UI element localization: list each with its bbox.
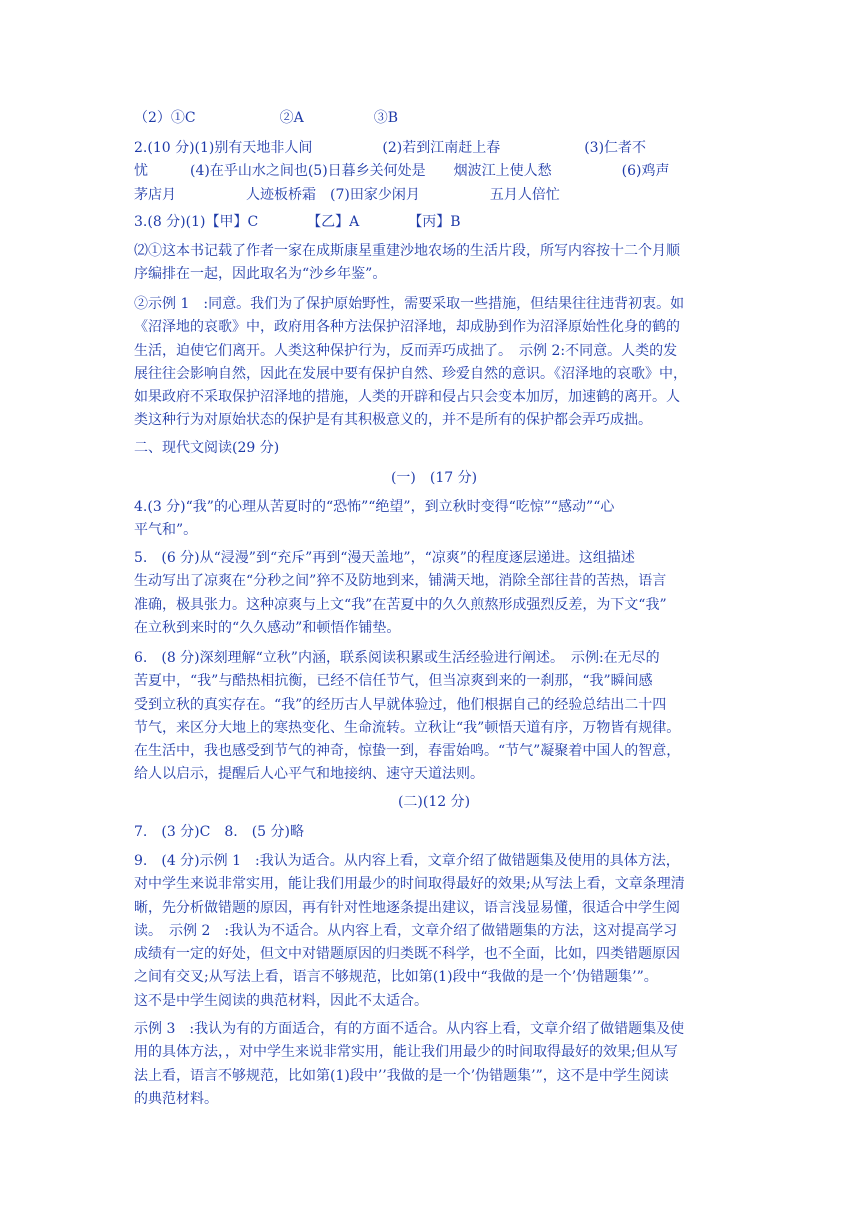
text-line: 苦夏中，“我”与酷热相抗衡，已经不信任节气，但当凉爽到来的一刹那，“我”瞬间感 <box>134 673 653 690</box>
text-line: 7. (3 分)C 8. (5 分)略 <box>134 824 304 840</box>
text-line: 的典范材料。 <box>134 1090 218 1107</box>
text-line: 如果政府不采取保护沼泽地的措施，人类的开辟和侵占只会变本加厉，加速鹤的离开。人 <box>134 389 680 406</box>
text-line: (二)(12 分) <box>397 794 471 810</box>
text-line: 成绩有一定的好处，但文中对错题原因的归类既不科学，也不全面，比如，四类错题原因 <box>134 946 680 963</box>
text-line: 给人以启示，提醒后人心平气和地接纳、速守天道法则。 <box>134 766 484 783</box>
text-line: 晰，先分析做错题的原因，再有针对性地逐条提出建议，语言浅显易懂，很适合中学生阅 <box>134 899 680 916</box>
text-line: 示例 3 :我认为有的方面适合，有的方面不适合。从内容上看，文章介绍了做错题集及使 <box>134 1021 685 1037</box>
q3-2-1-answer <box>134 240 734 287</box>
q7-8-answer <box>134 821 734 844</box>
text-line: 二、现代文阅读(29 分) <box>134 440 280 456</box>
q5-answer <box>134 547 734 640</box>
text-line: 对中学生来说非常实用，能让我们用最少的时间取得最好的效果;从写法上看，文章条理清 <box>134 876 685 893</box>
text-line: 3.(8 分)(1)【甲】C 【乙】A 【丙】B <box>134 214 461 230</box>
text-line: 法上看，语言不够规范，比如第(1)段中’’我做的是一个’伪错题集’”，这不是中学生阅读 <box>134 1067 669 1084</box>
text-line: 在立秋到来时的“久久感动”和顿悟作铺垫。 <box>134 619 401 636</box>
text-line: ⑵①这本书记载了作者一家在成斯康星重建沙地农场的生活片段，所写内容按十二个月顺 <box>134 243 680 259</box>
text-line: 序编排在一起，因此取名为“沙乡年鉴”。 <box>134 266 387 283</box>
text-line: ②示例 1 :同意。我们为了保护原始野性，需要采取一些措施，但结果往往违背初衷。如 <box>134 296 685 312</box>
subsection-heading <box>134 467 734 490</box>
q1-2-answer <box>134 107 734 130</box>
subsection-heading <box>134 791 734 814</box>
text-line: 读。 示例 2 :我认为不适合。从内容上看，文章介绍了做错题集的方法，这对提高学习 <box>134 922 678 939</box>
text-line: 忧 (4)在乎山水之间也(5)日暮乡关何处是 烟波江上使人愁 (6)鸡声 <box>134 163 670 180</box>
text-line: （2）①C ②A ③B <box>134 110 399 126</box>
text-line: 在生活中，我也感受到节气的神奇，惊蛰一到，春雷始鸣。“节气”凝聚着中国人的智意， <box>134 743 681 760</box>
text-line: (一) (17 分) <box>390 470 478 486</box>
text-line: 《沼泽地的哀歌》中，政府用各种方法保护沼泽地，却成胁到作为沼泽原始性化身的鹤的 <box>134 319 680 336</box>
text-line: 茅店月 人迹板桥霜 (7)田家少闲月 五月人倍忙 <box>134 186 560 203</box>
text-line: 准确，极具张力。这种凉爽与上文“我”在苦夏中的久久煎熬形成强烈反差，为下文“我” <box>134 596 667 613</box>
text-line: 2.(10 分)(1)别有天地非人间 (2)若到江南赶上春 (3)仁者不 <box>134 140 647 156</box>
text-line: 类这种行为对原始状态的保护是有其积极意义的，并不是所有的保护都会弄巧成拙。 <box>134 412 652 429</box>
text-line: 平气和”。 <box>134 522 198 539</box>
text-line: 生动写出了凉爽在“分秒之间”猝不及防地到来，铺满天地，消除全部往昔的苦热，语言 <box>134 573 667 590</box>
text-line: 这不是中学生阅读的典范材料，因此不太适合。 <box>134 992 428 1009</box>
text-line: 9. (4 分)示例 1 :我认为适合。从内容上看，文章介绍了做错题集及使用的具体方法， <box>134 853 680 869</box>
text-line: 4.(3 分)“我”的心理从苦夏时的“恐怖”“绝望”，到立秋时变得“吃惊”“感动”“心 <box>134 499 615 515</box>
text-line: 之间有交叉;从写法上看，语言不够规范，比如第(1)段中“我做的是一个’伪错题集’”。 <box>134 969 658 986</box>
text-line: 5. (6 分)从“浸漫”到“充斥”再到“漫天盖地”，“凉爽”的程度逐层递进。这组描述 <box>134 550 635 566</box>
q3-1-answer <box>134 211 734 234</box>
text-line: 节气，来区分大地上的寒热变化、生命流转。立秋让“我”顿悟天道有序，万物皆有规律。 <box>134 719 681 736</box>
q9-answer <box>134 850 734 1013</box>
text-line: 展往往会影响自然，因此在发展中要有保护自然、珍爱自然的意识。《沼泽地的哀歌》中， <box>134 365 687 382</box>
text-line: 生活，迫使它们离开。人类这种保护行为，反而弄巧成拙了。 示例 2:不同意。人类的发 <box>134 342 678 359</box>
section-heading <box>134 437 734 460</box>
q2-answer <box>134 137 734 207</box>
q9-example3 <box>134 1018 734 1111</box>
text-line: 用的具体方法，，对中学生来说非常实用，能让我们用最少的时间取得最好的效果;但从写 <box>134 1044 678 1061</box>
q6-answer <box>134 647 734 787</box>
q4-answer <box>134 496 734 543</box>
q3-2-2-answer <box>134 293 734 433</box>
text-line: 受到立秋的真实存在。“我”的经历古人早就体验过，他们根据自己的经验总结出二十四 <box>134 696 667 713</box>
text-line: 6. (8 分)深刻理解“立秋”内涵，联系阅读积累或生活经验进行阐述。 示例:在无尽的 <box>134 650 660 666</box>
